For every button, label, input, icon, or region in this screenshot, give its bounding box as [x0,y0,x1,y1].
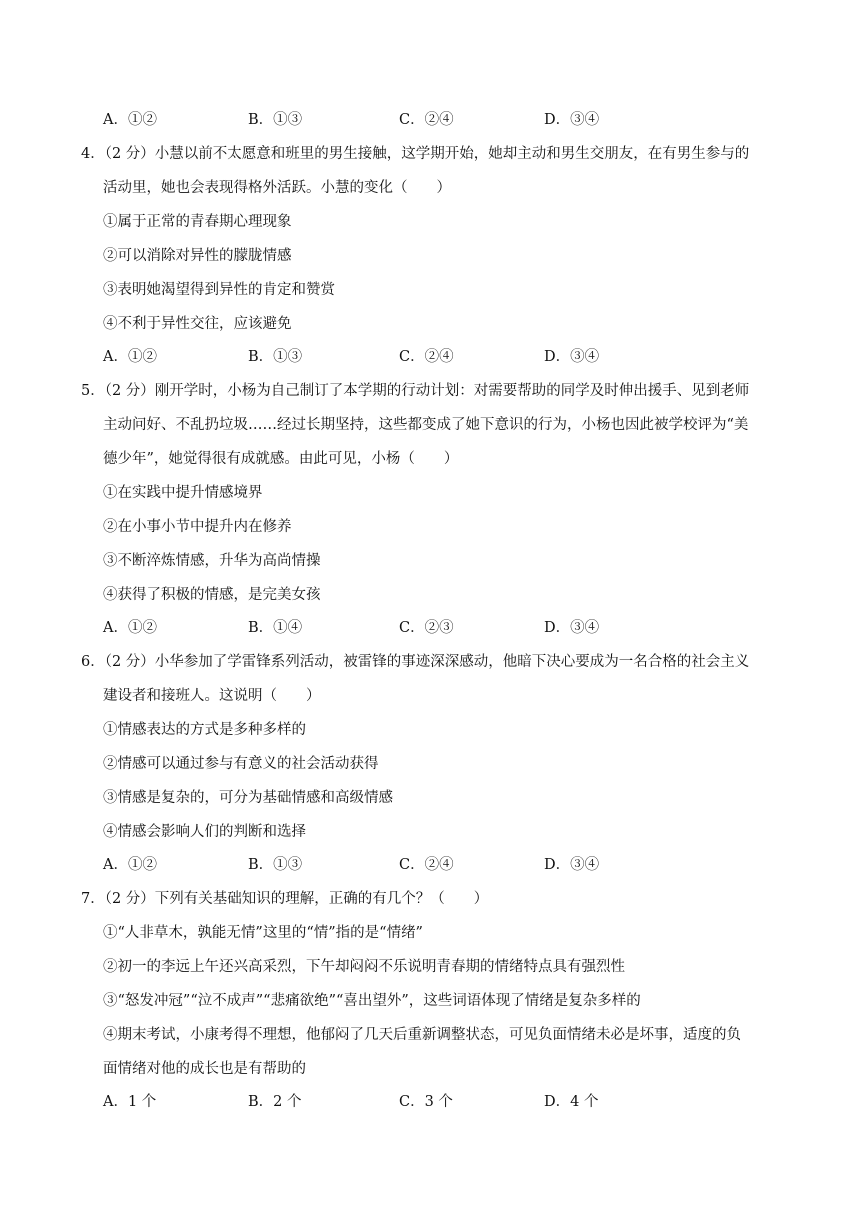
q4-stem-line-1: 4．（2 分）小慧以前不太愿意和班里的男生接触，这学期开始，她却主动和男生交朋友，在有男生参与的 [81,146,750,162]
q6-item-4: ④情感会影响人们的判断和选择 [103,824,306,840]
q5-option-b[interactable]: B．①④ [248,620,303,636]
q4-option-d[interactable]: D．③④ [544,349,600,365]
q4-option-b[interactable]: B．①③ [248,349,303,365]
q4-item-2: ②可以消除对异性的朦胧情感 [103,248,292,264]
q3-option-d[interactable]: D．③④ [544,112,600,128]
q7-item-3: ③“怒发冲冠”“泣不成声”“悲痛欲绝”“喜出望外”，这些词语体现了情绪是复杂多样的 [103,993,641,1009]
q7-option-b[interactable]: B．2 个 [248,1094,302,1110]
q7-item-4-line-2: 面情绪对他的成长也是有帮助的 [103,1061,306,1077]
q5-item-3: ③不断淬炼情感，升华为高尚情操 [103,553,321,569]
q6-option-b[interactable]: B．①③ [248,857,303,873]
q4-stem-line-2: 活动里，她也会表现得格外活跃。小慧的变化（ ） [103,180,451,196]
q5-item-2: ②在小事小节中提升内在修养 [103,519,292,535]
q4-option-a[interactable]: A．①② [103,349,157,365]
q7-item-4-line-1: ④期末考试，小康考得不理想，他郁闷了几天后重新调整状态，可见负面情绪未必是坏事，适度的负 [103,1027,741,1043]
q3-option-c[interactable]: C．②④ [399,112,454,128]
q6-item-1: ①情感表达的方式是多种多样的 [103,722,306,738]
q7-stem-line-1: 7．（2 分）下列有关基础知识的理解，正确的有几个？（ ） [81,891,489,907]
q5-item-1: ①在实践中提升情感境界 [103,485,263,501]
q4-item-1: ①属于正常的青春期心理现象 [103,214,292,230]
q3-option-b[interactable]: B．①③ [248,112,303,128]
q6-option-a[interactable]: A．①② [103,857,157,873]
q7-item-1: ①“人非草木，孰能无情”这里的“情”指的是“情绪” [103,925,423,941]
q4-item-4: ④不利于异性交往，应该避免 [103,316,292,332]
q5-item-4: ④获得了积极的情感，是完美女孩 [103,587,321,603]
q3-option-a[interactable]: A．①② [103,112,157,128]
q5-stem-line-3: 德少年”，她觉得很有成就感。由此可见，小杨（ ） [103,451,459,467]
q5-stem-line-2: 主动问好、不乱扔垃圾……经过长期坚持，这些都变成了她下意识的行为，小杨也因此被学校评为“美 [103,417,749,433]
q7-item-2: ②初一的李远上午还兴高采烈，下午却闷闷不乐说明青春期的情绪特点具有强烈性 [103,959,625,975]
q6-item-2: ②情感可以通过参与有意义的社会活动获得 [103,756,379,772]
q5-stem-line-1: 5．（2 分）刚开学时，小杨为自己制订了本学期的行动计划：对需要帮助的同学及时伸出援手、见到老师 [81,383,750,399]
q7-option-c[interactable]: C．3 个 [399,1094,453,1110]
q7-option-d[interactable]: D．4 个 [544,1094,599,1110]
q5-option-a[interactable]: A．①② [103,620,157,636]
q7-option-a[interactable]: A．1 个 [103,1094,157,1110]
q4-item-3: ③表明她渴望得到异性的肯定和赞赏 [103,282,335,298]
q6-option-c[interactable]: C．②④ [399,857,454,873]
q6-item-3: ③情感是复杂的，可分为基础情感和高级情感 [103,790,393,806]
q6-option-d[interactable]: D．③④ [544,857,600,873]
q6-stem-line-1: 6．（2 分）小华参加了学雷锋系列活动，被雷锋的事迹深深感动，他暗下决心要成为一名合格的社会主义 [81,654,750,670]
q5-option-d[interactable]: D．③④ [544,620,600,636]
q5-option-c[interactable]: C．②③ [399,620,454,636]
q6-stem-line-2: 建设者和接班人。这说明（ ） [103,688,321,704]
q4-option-c[interactable]: C．②④ [399,349,454,365]
